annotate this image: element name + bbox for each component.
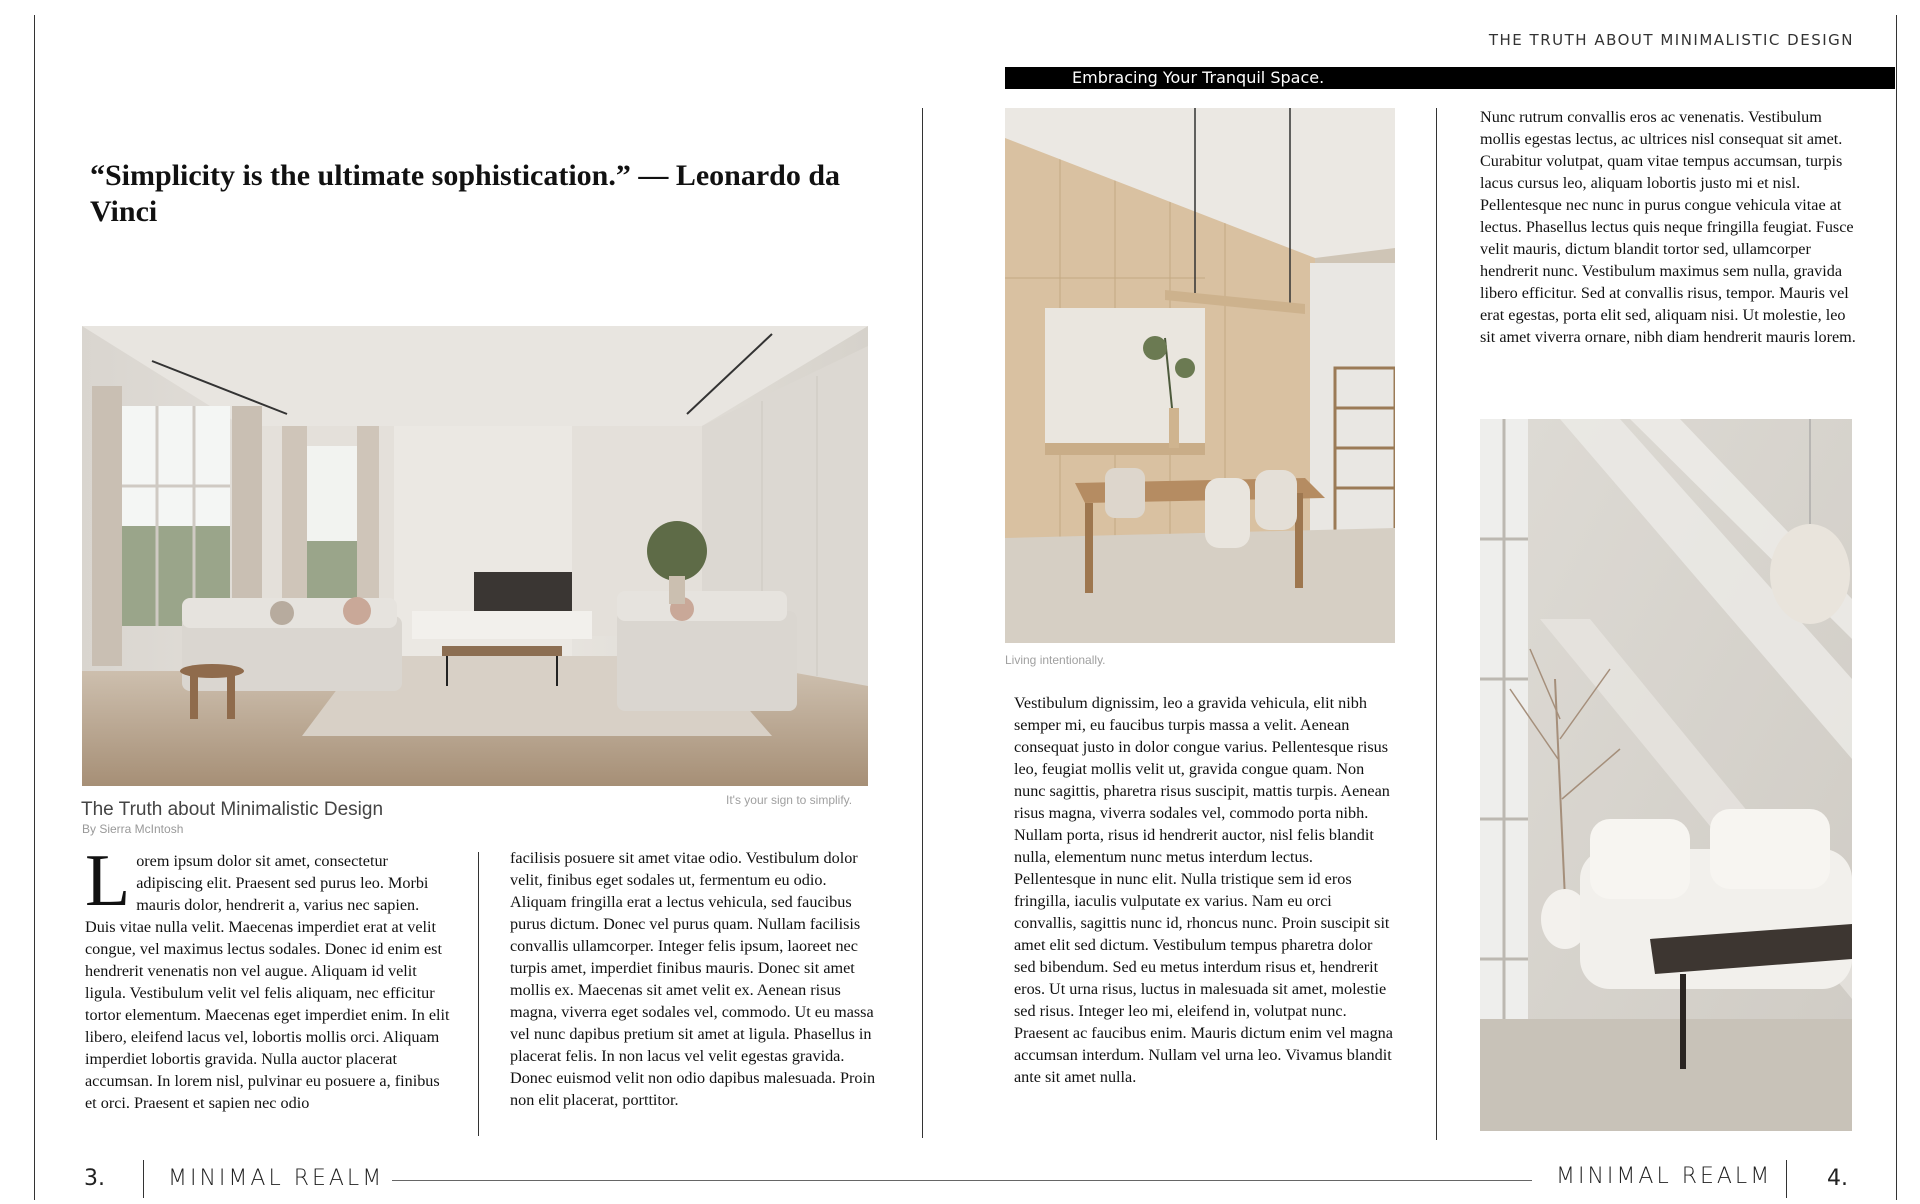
left-col1-body: orem ipsum dolor sit amet, consectetur adipiscing elit. Praesent sed purus leo. Morbi mauris dolor, hendrerit a, varius nec sapien. Duis vitae nulla velit. Maecenas imperdiet erat at velit congue, vel maximus lectus sodales. Donec id enim est hendrerit venenatis non vel augue. Aliquam id velit ligula. Vestibulum velit vel felis aliquam, nec efficitur tortor elementum. Maecenas eget imperdiet enim. In elit libero, eleifend lacus vel, lobortis mollis orci. Aliquam imperdiet lobortis gravida. Nulla auctor placerat accumsan. In lorem nisl, pulvinar eu posuere a, finibus et orci. Praesent et sapien nec odio — [85, 852, 450, 1112]
living-room-caption: It's your sign to simplify. — [726, 793, 853, 807]
article-title: The Truth about Minimalistic Design — [81, 799, 384, 820]
right-page-edge — [1896, 15, 1897, 1200]
left-col1-text — [85, 850, 453, 1135]
left-page-edge — [34, 15, 35, 1200]
pull-quote: “Simplicity is the ultimate sophistication.” — Leonardo da Vinci — [90, 159, 841, 228]
footer-left-divider — [143, 1160, 144, 1198]
dropcap: L — [85, 850, 131, 922]
living-room-photo — [82, 326, 868, 786]
left-page-number: 3. — [84, 1166, 105, 1191]
right-page-number: 4. — [1827, 1166, 1848, 1191]
section-banner-text: Embracing Your Tranquil Space. — [1072, 68, 1325, 87]
left-magazine-name: MINIMAL REALM — [168, 1166, 385, 1191]
running-head: THE TRUTH ABOUT MINIMALISTIC DESIGN — [1488, 31, 1854, 49]
section-banner — [1005, 67, 1895, 89]
right-col1-text: Vestibulum dignissim, leo a gravida vehicula, elit nibh semper mi, eu faucibus turpis massa a velit. Aenean consequat justo in dolor congue varius. Pellentesque risus leo, feugiat mollis velit ut, gravida congue quam. Non nunc sagittis, pharetra risus suscipit, mattis turpis. Aenean risus magna, viverra sodales vel, commodo porta nibh. Nullam porta, risus id hendrerit auctor, nisl felis blandit nulla, elementum nunc metus interdum lectus. Pellentesque in nunc elit. Nulla tristique sem id eros fringilla, iaculis vulputate ex varius. Nam eu orci convallis, sagittis nunc id, rhoncus nunc. Proin suscipit sit amet elit sed dictum. Vestibulum tempus pharetra dolor sed bibendum. Sed eu metus interdum risus et, hendrerit eros. Ut urna risus, luctus in malesuada sit amet, molestie sed risus. Integer leo mi, eleifend in, volutpat nunc. Praesent ac faucibus enim. Mauris dictum enim vel magna accumsan interdum. Nullam vel urna leo. Vivamus blandit ante sit amet nulla. — [1014, 694, 1393, 1086]
byline: By Sierra McIntosh — [82, 822, 184, 836]
dining-room-photo — [1005, 108, 1395, 643]
spine-divider — [922, 108, 923, 1138]
left-column-divider — [478, 852, 479, 1136]
right-column-divider — [1436, 108, 1437, 1140]
footer-rule — [392, 1180, 1532, 1181]
right-col2-text: Nunc rutrum convallis eros ac venenatis. Vestibulum mollis egestas lectus, ac ultrices nisl consequat sit amet. Curabitur volutpat, quam vitae tempus accumsan, turpis lacus cursus leo, aliquam lobortis justo mi et nisl. Pellentesque nec nunc in purus congue vehicula vitae at lectus. Phasellus lectus quis neque fringilla feugiat. Fusce velit mauris, dictum blandit tortor sed, ullamcorper hendrerit nunc. Vestibulum maximus sem nulla, gravida libero efficitur. Sed at convallis risus, tempor. Mauris vel erat egestas, porta elit sed, aliquam nisi. Ut molestie, leo sit amet viverra ornare, nibh diam hendrerit mauris lorem. — [1480, 108, 1856, 346]
right-magazine-name: MINIMAL REALM — [1556, 1164, 1773, 1189]
lounge-photo — [1480, 419, 1852, 1131]
footer-right-divider — [1786, 1160, 1787, 1198]
left-col2-text: facilisis posuere sit amet vitae odio. Vestibulum dolor velit, finibus eget sodales ut, fermentum eu odio. Aliquam fringilla erat a lectus vehicula, sed faucibus purus dictum. Donec vel purus quam. Nullam facilisis convallis ullamcorper. Integer felis ipsum, laoreet nec turpis amet, imperdiet finibus mauris. Donec sit amet mollis ex. Maecenas sit amet velit ex. Aenean risus magna, viverra eget sodales vel, commodo. Ut eu massa vel nunc dapibus pretium sit amet at ligula. Phasellus in placerat felis. In non lacus vel velit egestas gravida. Donec euismod velit non odio dapibus malesuada. Proin non elit placerat, porttitor. — [510, 849, 876, 1109]
dining-room-caption: Living intentionally. — [1005, 653, 1106, 667]
